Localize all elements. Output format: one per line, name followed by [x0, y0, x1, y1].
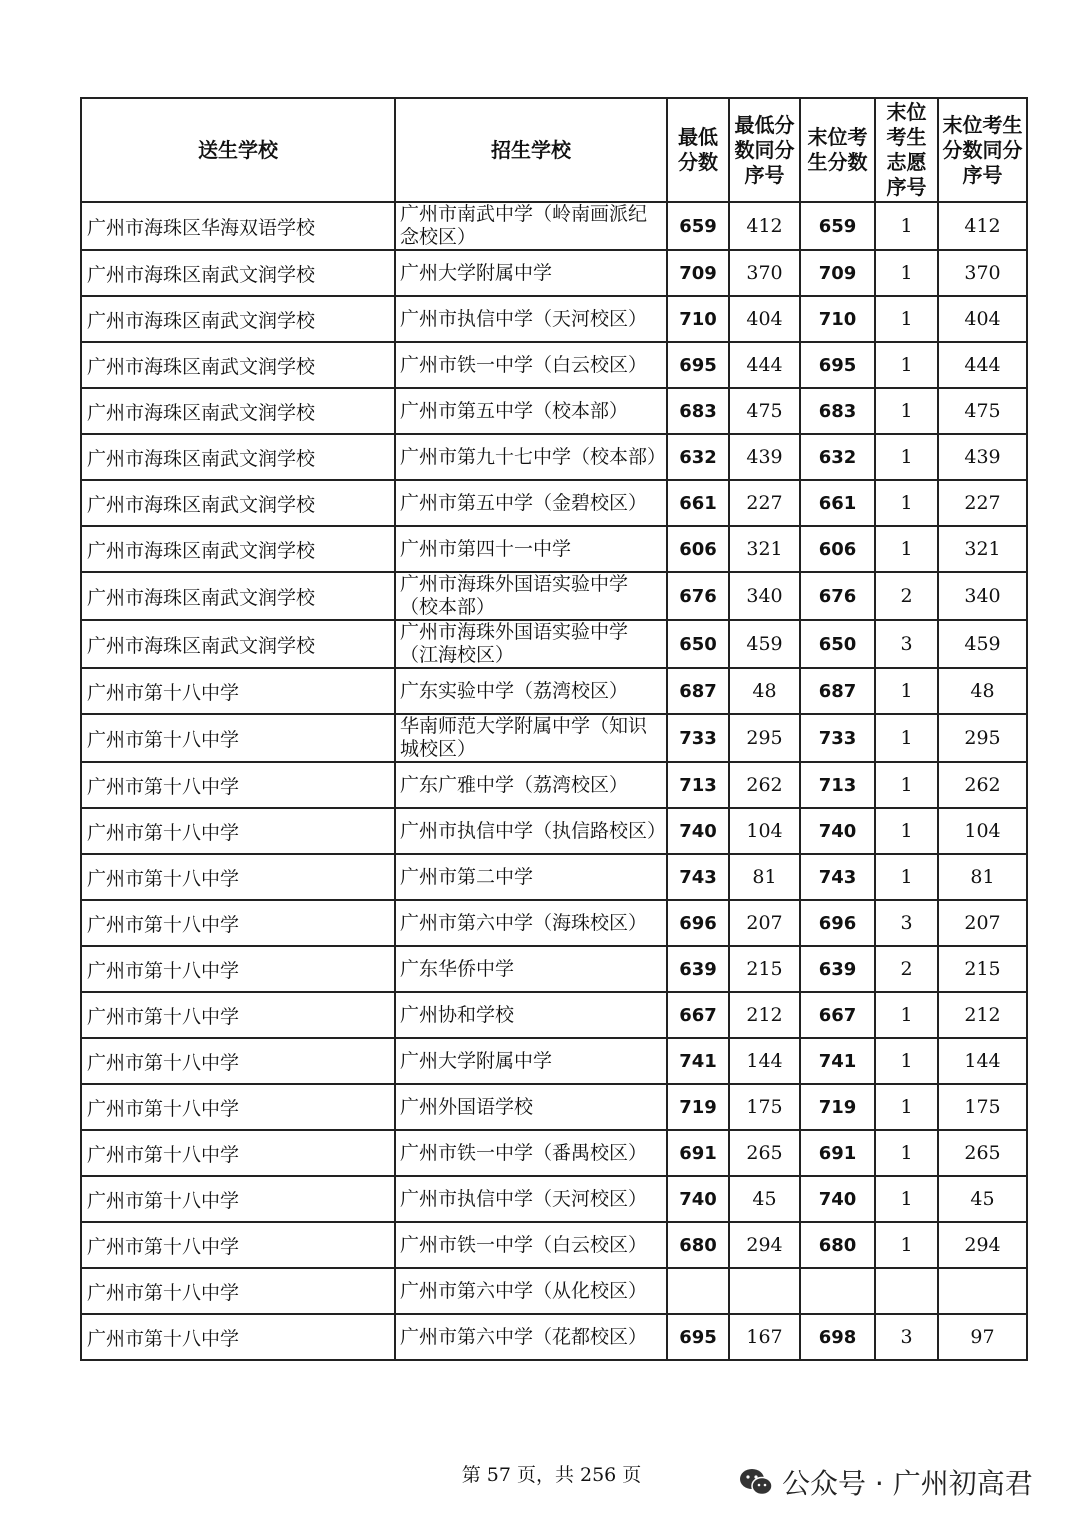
cell-min-score-tie-rank: 412 [729, 202, 800, 250]
table-row [81, 1084, 1027, 1130]
cell-last-student-score: 691 [800, 1130, 875, 1176]
cell-min-score: 740 [667, 808, 729, 854]
cell-last-student-choice-rank: 1 [875, 714, 938, 762]
cell-min-score: 696 [667, 900, 729, 946]
cell-last-student-choice-rank: 1 [875, 434, 938, 480]
header-line: 分数 [678, 150, 718, 174]
table-row [81, 526, 1027, 572]
cell-admit-school: 广州市铁一中学（白云校区） [395, 342, 667, 388]
cell-send-school: 广州市海珠区华海双语学校 [81, 202, 395, 250]
table-row [81, 1038, 1027, 1084]
cell-send-school: 广州市第十八中学 [81, 1038, 395, 1084]
cell-min-score: 639 [667, 946, 729, 992]
cell-last-student-tie-rank: 444 [938, 342, 1027, 388]
cell-send-school: 广州市海珠区南武文润学校 [81, 388, 395, 434]
cell-last-student-choice-rank: 1 [875, 668, 938, 714]
cell-min-score: 632 [667, 434, 729, 480]
cell-last-student-choice-rank: 1 [875, 854, 938, 900]
cell-last-student-tie-rank: 294 [938, 1222, 1027, 1268]
cell-min-score: 606 [667, 526, 729, 572]
cell-last-student-tie-rank: 212 [938, 992, 1027, 1038]
cell-last-student-score: 687 [800, 668, 875, 714]
cell-send-school: 广州市海珠区南武文润学校 [81, 296, 395, 342]
table-row [81, 1268, 1027, 1314]
cell-send-school: 广州市第十八中学 [81, 1084, 395, 1130]
cell-min-score: 695 [667, 1314, 729, 1360]
cell-send-school: 广州市第十八中学 [81, 1130, 395, 1176]
cell-last-student-choice-rank: 2 [875, 946, 938, 992]
cell-last-student-choice-rank: 3 [875, 1314, 938, 1360]
table-row [81, 202, 1027, 250]
cell-min-score: 650 [667, 620, 729, 668]
cell-admit-school: 广州大学附属中学 [395, 1038, 667, 1084]
cell-last-student-score: 709 [800, 250, 875, 296]
cell-min-score-tie-rank: 475 [729, 388, 800, 434]
cell-last-student-tie-rank: 404 [938, 296, 1027, 342]
cell-min-score: 691 [667, 1130, 729, 1176]
header-last-student-choice-rank [875, 98, 938, 202]
table-row [81, 342, 1027, 388]
cell-last-student-tie-rank: 48 [938, 668, 1027, 714]
cell-min-score: 687 [667, 668, 729, 714]
cell-admit-school: 广州市第六中学（花都校区） [395, 1314, 667, 1360]
cell-admit-school: 广州市第六中学（海珠校区） [395, 900, 667, 946]
cell-admit-school: 广州市南武中学（岭南画派纪念校区） [395, 202, 667, 250]
cell-last-student-choice-rank: 1 [875, 526, 938, 572]
cell-last-student-score: 733 [800, 714, 875, 762]
cell-last-student-tie-rank: 321 [938, 526, 1027, 572]
table-row [81, 250, 1027, 296]
cell-last-student-choice-rank: 1 [875, 762, 938, 808]
cell-last-student-tie-rank: 227 [938, 480, 1027, 526]
cell-last-student-score: 696 [800, 900, 875, 946]
cell-min-score-tie-rank: 404 [729, 296, 800, 342]
table-row [81, 1222, 1027, 1268]
header-line: 志愿 [886, 150, 927, 174]
table-row [81, 1176, 1027, 1222]
cell-admit-school: 广东华侨中学 [395, 946, 667, 992]
cell-admit-school: 广州市第五中学（校本部） [395, 388, 667, 434]
table-row [81, 714, 1027, 762]
cell-last-student-tie-rank: 439 [938, 434, 1027, 480]
cell-send-school: 广州市第十八中学 [81, 762, 395, 808]
header-line: 序号 [744, 162, 785, 187]
wechat-icon [738, 1467, 774, 1497]
header-send-school [81, 98, 395, 202]
cell-last-student-score: 639 [800, 946, 875, 992]
cell-admit-school: 广州市执信中学（执信路校区） [395, 808, 667, 854]
cell-last-student-tie-rank: 215 [938, 946, 1027, 992]
cell-last-student-tie-rank: 104 [938, 808, 1027, 854]
cell-min-score-tie-rank: 207 [729, 900, 800, 946]
cell-min-score-tie-rank: 459 [729, 620, 800, 668]
header-admit-school [395, 98, 667, 202]
cell-admit-school: 广州市铁一中学（番禺校区） [395, 1130, 667, 1176]
cell-min-score-tie-rank: 439 [729, 434, 800, 480]
table-row [81, 992, 1027, 1038]
cell-admit-school: 广州协和学校 [395, 992, 667, 1038]
cell-min-score: 695 [667, 342, 729, 388]
cell-last-student-choice-rank: 1 [875, 342, 938, 388]
cell-min-score-tie-rank: 212 [729, 992, 800, 1038]
cell-admit-school: 广州大学附属中学 [395, 250, 667, 296]
table-row [81, 296, 1027, 342]
cell-last-student-score: 743 [800, 854, 875, 900]
cell-min-score-tie-rank: 81 [729, 854, 800, 900]
cell-last-student-score: 632 [800, 434, 875, 480]
cell-last-student-choice-rank: 3 [875, 900, 938, 946]
cell-last-student-tie-rank: 265 [938, 1130, 1027, 1176]
cell-min-score: 680 [667, 1222, 729, 1268]
cell-min-score-tie-rank: 321 [729, 526, 800, 572]
cell-send-school: 广州市海珠区南武文润学校 [81, 342, 395, 388]
cell-send-school: 广州市第十八中学 [81, 900, 395, 946]
cell-send-school: 广州市海珠区南武文润学校 [81, 526, 395, 572]
cell-admit-school: 广州市第五中学（金碧校区） [395, 480, 667, 526]
cell-send-school: 广州市海珠区南武文润学校 [81, 434, 395, 480]
header-last-student-tie-rank [938, 98, 1027, 202]
cell-last-student-score: 683 [800, 388, 875, 434]
header-line: 最低 [678, 125, 718, 149]
cell-min-score: 740 [667, 1176, 729, 1222]
header-min-score-tie-rank [729, 98, 800, 202]
cell-admit-school: 广州市海珠外国语实验中学（校本部） [395, 572, 667, 620]
cell-last-student-score: 740 [800, 1176, 875, 1222]
table-row [81, 668, 1027, 714]
header-last-student-score [800, 98, 875, 202]
page-number: 第 57 页，共 256 页 [461, 1464, 642, 1486]
cell-send-school: 广州市第十八中学 [81, 992, 395, 1038]
cell-min-score: 676 [667, 572, 729, 620]
cell-admit-school: 广州市第二中学 [395, 854, 667, 900]
cell-min-score: 659 [667, 202, 729, 250]
cell-min-score: 667 [667, 992, 729, 1038]
cell-last-student-tie-rank: 97 [938, 1314, 1027, 1360]
cell-send-school: 广州市第十八中学 [81, 1222, 395, 1268]
cell-last-student-choice-rank: 1 [875, 1130, 938, 1176]
cell-min-score: 741 [667, 1038, 729, 1084]
cell-admit-school: 广州市铁一中学（白云校区） [395, 1222, 667, 1268]
cell-last-student-choice-rank: 3 [875, 620, 938, 668]
cell-admit-school: 华南师范大学附属中学（知识城校区） [395, 714, 667, 762]
cell-last-student-tie-rank: 207 [938, 900, 1027, 946]
cell-last-student-tie-rank: 475 [938, 388, 1027, 434]
watermark-text: 公众号 · 广州初高君 [782, 1467, 1033, 1500]
cell-last-student-choice-rank: 2 [875, 572, 938, 620]
cell-last-student-score: 676 [800, 572, 875, 620]
cell-min-score-tie-rank: 167 [729, 1314, 800, 1360]
cell-last-student-tie-rank: 45 [938, 1176, 1027, 1222]
cell-last-student-score: 719 [800, 1084, 875, 1130]
cell-last-student-tie-rank: 459 [938, 620, 1027, 668]
cell-min-score: 719 [667, 1084, 729, 1130]
cell-last-student-tie-rank: 175 [938, 1084, 1027, 1130]
header-line: 考生 [886, 125, 927, 149]
cell-last-student-tie-rank: 81 [938, 854, 1027, 900]
table-row [81, 572, 1027, 620]
cell-last-student-tie-rank: 340 [938, 572, 1027, 620]
cell-min-score-tie-rank: 144 [729, 1038, 800, 1084]
cell-last-student-choice-rank: 1 [875, 1084, 938, 1130]
cell-min-score-tie-rank: 444 [729, 342, 800, 388]
cell-last-student-choice-rank: 1 [875, 808, 938, 854]
table-row [81, 1130, 1027, 1176]
cell-min-score: 709 [667, 250, 729, 296]
header-line: 末位考生 [942, 112, 1023, 137]
cell-last-student-score: 606 [800, 526, 875, 572]
cell-last-student-score: 667 [800, 992, 875, 1038]
cell-send-school: 广州市第十八中学 [81, 714, 395, 762]
cell-send-school: 广州市第十八中学 [81, 808, 395, 854]
cell-last-student-choice-rank: 1 [875, 480, 938, 526]
cell-min-score: 710 [667, 296, 729, 342]
header-line: 送生学校 [198, 137, 278, 162]
admission-score-table-wrapper [80, 97, 1026, 1361]
table-row [81, 900, 1027, 946]
cell-last-student-choice-rank [875, 1268, 938, 1314]
cell-admit-school: 广州市第九十七中学（校本部） [395, 434, 667, 480]
cell-min-score: 661 [667, 480, 729, 526]
table-row [81, 854, 1027, 900]
header-line: 生分数 [807, 150, 868, 174]
cell-send-school: 广州市第十八中学 [81, 668, 395, 714]
cell-admit-school: 广州外国语学校 [395, 1084, 667, 1130]
header-line: 序号 [886, 175, 927, 199]
cell-last-student-score: 740 [800, 808, 875, 854]
cell-admit-school: 广州市执信中学（天河校区） [395, 1176, 667, 1222]
cell-min-score-tie-rank: 265 [729, 1130, 800, 1176]
cell-send-school: 广州市第十八中学 [81, 854, 395, 900]
header-line: 分数同分 [942, 137, 1023, 162]
cell-last-student-score: 713 [800, 762, 875, 808]
table-row [81, 620, 1027, 668]
cell-last-student-score: 698 [800, 1314, 875, 1360]
cell-admit-school: 广州市第六中学（从化校区） [395, 1268, 667, 1314]
cell-min-score-tie-rank: 262 [729, 762, 800, 808]
cell-send-school: 广州市海珠区南武文润学校 [81, 572, 395, 620]
cell-last-student-score: 695 [800, 342, 875, 388]
cell-admit-school: 广州市执信中学（天河校区） [395, 296, 667, 342]
cell-last-student-score: 661 [800, 480, 875, 526]
header-line: 招生学校 [491, 137, 571, 162]
cell-last-student-score [800, 1268, 875, 1314]
cell-last-student-tie-rank: 295 [938, 714, 1027, 762]
table-row [81, 808, 1027, 854]
header-line: 序号 [962, 162, 1003, 187]
cell-last-student-choice-rank: 1 [875, 388, 938, 434]
cell-send-school: 广州市第十八中学 [81, 946, 395, 992]
header-line: 最低分 [734, 112, 795, 137]
table-row [81, 946, 1027, 992]
cell-admit-school: 广东广雅中学（荔湾校区） [395, 762, 667, 808]
table-row [81, 762, 1027, 808]
admission-score-table [80, 97, 1028, 1361]
header-line: 数同分 [734, 137, 795, 162]
cell-last-student-score: 710 [800, 296, 875, 342]
cell-last-student-score: 741 [800, 1038, 875, 1084]
cell-min-score-tie-rank: 227 [729, 480, 800, 526]
cell-min-score-tie-rank: 340 [729, 572, 800, 620]
header-line: 末位考 [807, 125, 868, 149]
cell-last-student-tie-rank: 370 [938, 250, 1027, 296]
cell-min-score [667, 1268, 729, 1314]
cell-min-score-tie-rank: 294 [729, 1222, 800, 1268]
cell-send-school: 广州市第十八中学 [81, 1314, 395, 1360]
cell-last-student-score: 659 [800, 202, 875, 250]
header-min-score [667, 98, 729, 202]
cell-last-student-choice-rank: 1 [875, 1038, 938, 1084]
watermark [738, 1462, 1033, 1502]
cell-min-score-tie-rank: 215 [729, 946, 800, 992]
cell-min-score: 683 [667, 388, 729, 434]
cell-send-school: 广州市第十八中学 [81, 1176, 395, 1222]
cell-min-score: 743 [667, 854, 729, 900]
cell-last-student-score: 680 [800, 1222, 875, 1268]
cell-last-student-tie-rank [938, 1268, 1027, 1314]
table-row [81, 388, 1027, 434]
cell-last-student-tie-rank: 412 [938, 202, 1027, 250]
cell-last-student-choice-rank: 1 [875, 1222, 938, 1268]
cell-send-school: 广州市海珠区南武文润学校 [81, 620, 395, 668]
cell-last-student-choice-rank: 1 [875, 992, 938, 1038]
header-line: 末位 [886, 100, 927, 124]
cell-min-score-tie-rank: 295 [729, 714, 800, 762]
table-body [81, 202, 1027, 1360]
cell-admit-school: 广东实验中学（荔湾校区） [395, 668, 667, 714]
cell-min-score-tie-rank: 45 [729, 1176, 800, 1222]
cell-last-student-tie-rank: 144 [938, 1038, 1027, 1084]
cell-min-score-tie-rank: 370 [729, 250, 800, 296]
cell-min-score: 733 [667, 714, 729, 762]
table-row [81, 434, 1027, 480]
cell-last-student-score: 650 [800, 620, 875, 668]
cell-min-score: 713 [667, 762, 729, 808]
cell-last-student-choice-rank: 1 [875, 250, 938, 296]
cell-send-school: 广州市海珠区南武文润学校 [81, 480, 395, 526]
table-row [81, 480, 1027, 526]
cell-min-score-tie-rank: 48 [729, 668, 800, 714]
cell-last-student-choice-rank: 1 [875, 202, 938, 250]
cell-last-student-choice-rank: 1 [875, 1176, 938, 1222]
cell-min-score-tie-rank: 104 [729, 808, 800, 854]
cell-send-school: 广州市第十八中学 [81, 1268, 395, 1314]
table-row [81, 1314, 1027, 1360]
cell-last-student-choice-rank: 1 [875, 296, 938, 342]
cell-min-score-tie-rank [729, 1268, 800, 1314]
cell-min-score-tie-rank: 175 [729, 1084, 800, 1130]
cell-admit-school: 广州市海珠外国语实验中学（江海校区） [395, 620, 667, 668]
cell-last-student-tie-rank: 262 [938, 762, 1027, 808]
cell-admit-school: 广州市第四十一中学 [395, 526, 667, 572]
cell-send-school: 广州市海珠区南武文润学校 [81, 250, 395, 296]
table-header-row [81, 98, 1027, 202]
